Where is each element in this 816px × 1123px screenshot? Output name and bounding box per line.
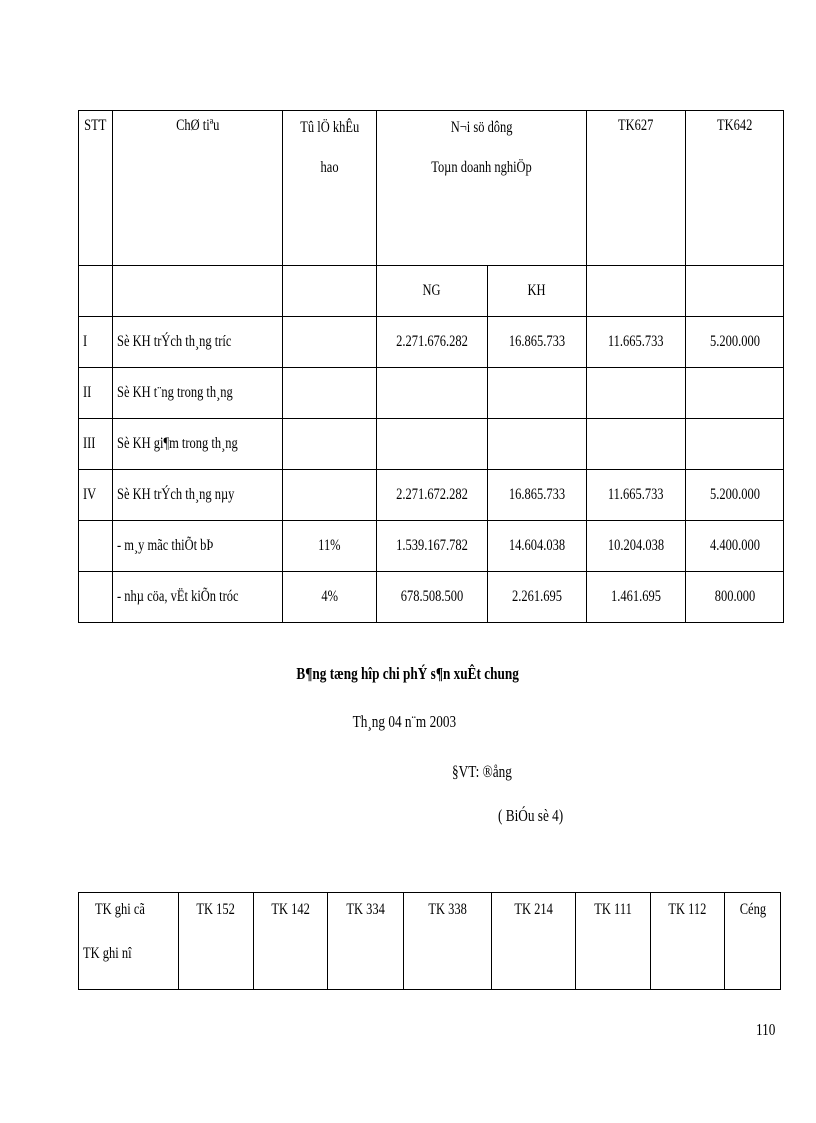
table-row <box>79 368 784 419</box>
corner-cell <box>79 893 179 990</box>
row-ng: 1.539.167.782 <box>396 537 468 554</box>
header-tk642: TK642 <box>716 117 753 134</box>
corner-credit: TK ghi cã <box>95 901 145 918</box>
row-tk627: 11.665.733 <box>608 333 664 350</box>
header-usage-line1: N¬i sö dông <box>450 119 513 136</box>
row-tk627: 10.204.038 <box>607 537 665 554</box>
cost-header-row <box>79 893 781 990</box>
corner-debit: TK ghi nî <box>83 945 132 962</box>
header-usage-line2: Toµn doanh nghiÖp <box>431 159 532 176</box>
col-tk142: TK 142 <box>271 901 310 918</box>
summary-month: Th¸ng 04 n¨m 2003 <box>352 712 456 731</box>
row-stt: III <box>83 435 96 452</box>
header-tk627: TK627 <box>618 117 654 134</box>
col-tk338: TK 338 <box>428 901 467 918</box>
col-total: Céng <box>739 901 766 918</box>
row-kh: 16.865.733 <box>508 333 566 350</box>
table-row <box>79 521 784 572</box>
row-tk642: 4.400.000 <box>709 537 760 554</box>
row-kh: 2.261.695 <box>512 588 562 605</box>
row-ng: 2.271.676.282 <box>396 333 468 350</box>
row-label: Sè KH t¨ng trong th¸ng <box>117 384 233 401</box>
row-label: Sè KH trÝch th¸ng tríc <box>117 333 232 350</box>
row-stt: IV <box>83 486 97 503</box>
col-tk334: TK 334 <box>346 901 385 918</box>
row-tk642: 5.200.000 <box>709 333 760 350</box>
header-ng: NG <box>422 282 442 299</box>
table-row <box>79 419 784 470</box>
row-rate: 4% <box>321 588 338 605</box>
table-row <box>79 470 784 521</box>
col-tk112: TK 112 <box>668 901 707 918</box>
unit-label: §VT: ®ång <box>452 762 512 781</box>
table-row <box>79 572 784 623</box>
row-tk642: 800.000 <box>714 588 755 605</box>
header-rate-line1: Tû lÖ khÊu <box>300 119 359 136</box>
row-stt: II <box>83 384 92 401</box>
depreciation-table <box>78 110 784 623</box>
row-label: - m¸y mãc thiÕt bÞ <box>117 537 214 554</box>
row-kh: 16.865.733 <box>508 486 566 503</box>
row-label: Sè KH gi¶m trong th¸ng <box>117 435 238 452</box>
col-tk214: TK 214 <box>514 901 553 918</box>
header-stt: STT <box>84 117 107 134</box>
table-row <box>79 317 784 368</box>
cost-summary-table <box>78 892 781 990</box>
row-kh: 14.604.038 <box>508 537 566 554</box>
header-chi-tieu: ChØ tiªu <box>175 117 220 134</box>
subheader-row <box>79 266 784 317</box>
row-ng: 2.271.672.282 <box>396 486 468 503</box>
row-tk642: 5.200.000 <box>709 486 760 503</box>
row-label: - nhµ cöa, vËt kiÕn tróc <box>117 588 239 605</box>
col-tk111: TK 111 <box>594 901 632 918</box>
row-tk627: 1.461.695 <box>611 588 661 605</box>
col-tk152: TK 152 <box>196 901 236 918</box>
row-ng: 678.508.500 <box>400 588 464 605</box>
header-kh: KH <box>527 282 547 299</box>
row-label: Sè KH trÝch th¸ng nµy <box>117 486 235 503</box>
header-row <box>79 111 784 266</box>
form-number: ( BiÓu sè 4) <box>498 806 564 825</box>
page-number: 110 <box>756 1020 776 1039</box>
row-tk627: 11.665.733 <box>608 486 664 503</box>
row-rate: 11% <box>318 537 341 554</box>
row-stt: I <box>83 333 88 350</box>
summary-title: B¶ng tæng hîp chi phÝ s¶n xuÊt chung <box>296 664 520 683</box>
header-rate-line2: hao <box>320 159 339 176</box>
